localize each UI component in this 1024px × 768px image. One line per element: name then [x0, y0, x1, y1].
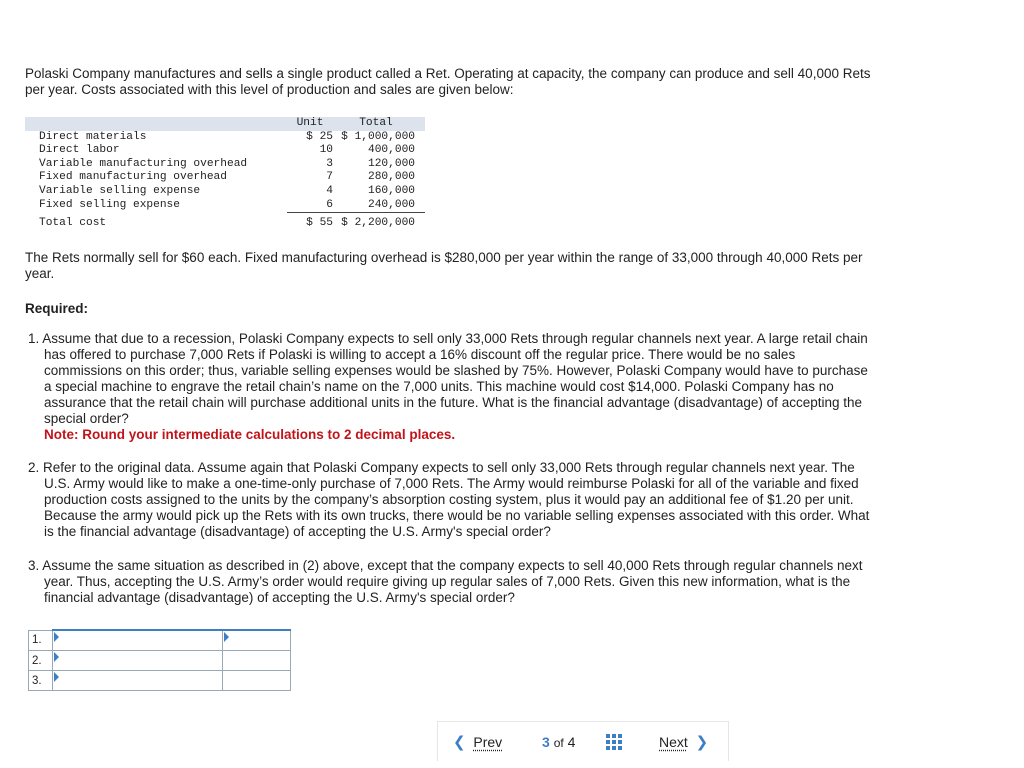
required-heading: Required: [25, 301, 89, 316]
cost-row [25, 199, 425, 213]
question-text: Assume the same situation as described in (2) above, except that the company expects to sell 40,000 Rets through regular channels next year. Thus, accepting the U.S. Army’s order would require giving up regular sales of 7,000 Rets. Given this new information, what is the financial advantage (disadvantage) of accepting the U.S. Army's special order? [42, 558, 863, 605]
intro-paragraph: Polaski Company manufactures and sells a single product called a Ret. Operating at capacity, the company can produce and sell 40,000 Rets per year. Costs associated with this level of production and sales are given below: [25, 66, 871, 97]
answer-1-amount-input[interactable] [223, 631, 290, 650]
question-list [28, 558, 874, 606]
cost-row-total: 160,000 [368, 184, 415, 197]
cost-row-label: Variable selling expense [39, 184, 201, 197]
next-label: Next [659, 734, 688, 750]
question-text: Refer to the original data. Assume again that Polaski Company expects to sell only 33,000 Rets through regular channels next year. The U.S. Army would like to make a one-time-only purchase of 7,000 Rets. The Army would reimburse Polaski for all of the variable and fixed production costs assigned to the units by the company’s absorption costing system, plus it would pay an additional fee of $1.20 per unit. Because the army would pick up the Rets with its own trucks, there would be no variable selling expenses associated with this order. What is the financial advantage (disadvantage) of accepting the U.S. Army's special order? [43, 460, 870, 539]
cost-row-label: Fixed selling expense [39, 198, 180, 211]
total-cost-label: Total cost [39, 216, 107, 229]
input-marker-icon [54, 672, 59, 682]
answer-row [29, 630, 291, 651]
cost-row-unit: 10 [319, 144, 333, 157]
answer-2-label-input[interactable] [53, 651, 222, 670]
question-number: 3. [28, 558, 40, 573]
chevron-right-icon: ❯ [695, 734, 709, 751]
total-pages: 4 [567, 734, 576, 750]
total-cost-row [25, 213, 425, 231]
cost-row [25, 171, 425, 185]
answer-table [28, 629, 291, 691]
input-marker-icon [224, 632, 229, 642]
question-item [28, 558, 874, 606]
answer-row-number: 3. [29, 671, 53, 691]
question-item [28, 460, 874, 540]
answer-row [29, 651, 291, 671]
answer-3-label-input[interactable] [53, 671, 222, 690]
page-of-label: of [553, 736, 564, 750]
cost-row-unit: 4 [326, 184, 333, 197]
pagination-bar [437, 721, 729, 761]
answer-row-number: 1. [29, 630, 53, 651]
selling-price-paragraph: The Rets normally sell for $60 each. Fixed manufacturing overhead is $280,000 per year within the range of 33,000 through 40,000 Rets per year. [25, 250, 863, 281]
answer-3-amount-input[interactable] [223, 671, 290, 690]
grid-icon[interactable] [606, 734, 622, 750]
cost-row [25, 131, 425, 145]
cost-row-label: Variable manufacturing overhead [39, 157, 248, 170]
next-button[interactable] [659, 734, 708, 751]
current-page: 3 [542, 734, 550, 750]
question-item [28, 331, 874, 443]
header-total: Total [337, 117, 425, 131]
prev-label: Prev [473, 734, 503, 750]
cost-row-total: 400,000 [368, 144, 415, 157]
chevron-left-icon: ❮ [453, 734, 466, 751]
prev-button[interactable] [453, 734, 502, 751]
question-list [28, 460, 874, 540]
page-indicator [542, 734, 575, 751]
answer-row-number: 2. [29, 651, 53, 671]
question-text: Assume that due to a recession, Polaski Company expects to sell only 33,000 Rets through regular channels next year. A large retail chain has offered to purchase 7,000 Rets if Polaski is willing to accept a 16% discount off the regular price. There would be no sales commissions on this order; thus, variable selling expenses would be slashed by 75%. However, Polaski Company would have to purchase a special machine to engrave the retail chain’s name on the 7,000 units. This machine would cost $14,000. Polaski Company has no assurance that the retail chain will purchase additional units in the future. What is the financial advantage (disadvantage) of accepting the special order? [42, 331, 868, 426]
header-unit: Unit [287, 117, 337, 131]
cost-row-unit: 7 [326, 171, 333, 184]
question-number: 1. [28, 331, 40, 346]
cost-row-label: Fixed manufacturing overhead [39, 171, 227, 184]
answer-2-amount-input[interactable] [223, 651, 290, 670]
cost-row-unit: 3 [326, 157, 333, 170]
cost-row-total: 280,000 [368, 171, 415, 184]
cost-row-label: Direct labor [39, 144, 120, 157]
cost-table [25, 117, 425, 231]
question-number: 2. [28, 460, 40, 475]
question-list [28, 331, 874, 443]
cost-row [25, 185, 425, 199]
input-marker-icon [54, 632, 59, 642]
answer-row [29, 671, 291, 691]
cost-table-header [25, 117, 425, 131]
input-marker-icon [54, 652, 59, 662]
total-cost-total: $ 2,200,000 [341, 217, 415, 230]
cost-row-label: Direct materials [39, 130, 147, 143]
cost-row-unit: $ 25 [306, 130, 333, 143]
cost-row [25, 144, 425, 158]
cost-row-total: 120,000 [368, 157, 415, 170]
cost-row-total: $ 1,000,000 [341, 130, 415, 143]
answer-1-label-input[interactable] [53, 631, 222, 650]
rounding-note: Note: Round your intermediate calculations to 2 decimal places. [44, 427, 456, 442]
cost-row [25, 158, 425, 172]
cost-row-total: 240,000 [337, 199, 425, 213]
cost-row-unit: 6 [287, 199, 337, 213]
total-cost-unit: $ 55 [306, 217, 333, 230]
